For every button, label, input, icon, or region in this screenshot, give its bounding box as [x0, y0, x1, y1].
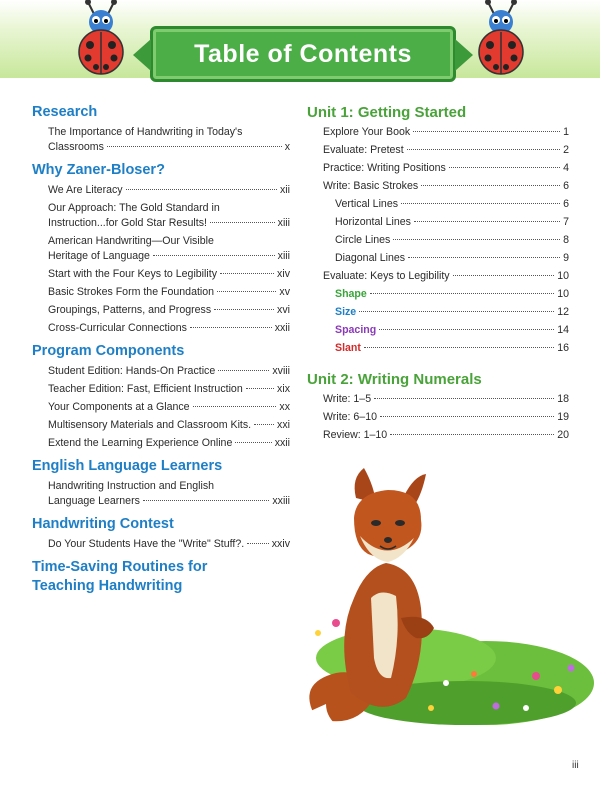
- dot-leader: [393, 239, 560, 240]
- dot-leader: [370, 293, 554, 294]
- toc-entry-label: Groupings, Patterns, and Progress: [48, 304, 212, 316]
- toc-entry-label: Size: [335, 306, 357, 318]
- toc-entry[interactable]: [32, 303, 290, 318]
- page-number: iii: [572, 760, 579, 771]
- toc-entry[interactable]: [307, 251, 569, 266]
- toc-section-unit1: [307, 103, 569, 356]
- toc-entry-page: 16: [557, 342, 569, 354]
- dot-leader: [421, 185, 560, 186]
- toc-entry[interactable]: [32, 479, 290, 509]
- toc-section-ell: [32, 457, 290, 509]
- dot-leader: [413, 131, 560, 132]
- toc-entry-label: We Are Literacy: [48, 184, 123, 196]
- dot-leader: [126, 189, 277, 190]
- toc-entry-label: Evaluate: Keys to Legibility: [323, 270, 450, 282]
- toc-entry-label: American Handwriting—Our Visible: [48, 235, 214, 247]
- dot-leader: [390, 434, 554, 435]
- dot-leader: [218, 370, 269, 371]
- dot-leader: [359, 311, 554, 312]
- toc-entry[interactable]: [307, 197, 569, 212]
- toc-entry-label: Your Components at a Glance: [48, 401, 190, 413]
- toc-entry-label: Basic Strokes Form the Foundation: [48, 286, 215, 298]
- toc-entry-page: 4: [563, 162, 569, 174]
- toc-entry[interactable]: [32, 537, 290, 552]
- toc-section-routines: [32, 558, 290, 596]
- toc-entry-page: xiv: [277, 268, 290, 280]
- dot-leader: [453, 275, 555, 276]
- dot-leader: [220, 273, 274, 274]
- dot-leader: [379, 329, 554, 330]
- toc-entry[interactable]: [32, 418, 290, 433]
- dot-leader: [374, 398, 554, 399]
- toc-entry-page: xiii: [277, 217, 290, 229]
- section-heading[interactable]: Time-Saving Routines for Teaching Handwriting: [32, 559, 208, 594]
- dot-leader: [107, 146, 282, 147]
- ladybug-icon: [68, 0, 134, 78]
- dot-leader: [401, 203, 560, 204]
- section-heading[interactable]: Unit 2: Writing Numerals: [307, 371, 482, 388]
- toc-entry[interactable]: [307, 179, 569, 194]
- toc-entry-page: 2: [563, 144, 569, 156]
- dot-leader: [414, 221, 560, 222]
- toc-entry-label: Student Edition: Hands-On Practice: [48, 365, 216, 377]
- toc-entry[interactable]: [307, 215, 569, 230]
- toc-entry[interactable]: [32, 364, 290, 379]
- dot-leader: [153, 255, 275, 256]
- toc-entry-label: Circle Lines: [335, 234, 391, 246]
- toc-entry[interactable]: [307, 323, 569, 338]
- toc-entry-page: xxii: [274, 437, 290, 449]
- toc-entry-label: Write: 1–5: [323, 393, 372, 405]
- toc-entry[interactable]: [32, 267, 290, 282]
- toc-left-column: [32, 103, 290, 602]
- toc-entry-label: Start with the Four Keys to Legibility: [48, 268, 217, 280]
- toc-entry[interactable]: [307, 161, 569, 176]
- dot-leader: [407, 149, 560, 150]
- toc-entry[interactable]: [307, 233, 569, 248]
- dot-leader: [380, 416, 554, 417]
- toc-entry-label: Handwriting Instruction and English: [48, 480, 215, 492]
- toc-entry-label: Spacing: [335, 324, 377, 336]
- toc-entry-label: Vertical Lines: [335, 198, 399, 210]
- toc-entry-label: The Importance of Handwriting in Today's: [48, 126, 243, 138]
- toc-entry-label: Teacher Edition: Fast, Efficient Instruction: [48, 383, 243, 395]
- toc-entry-page: xxii: [274, 322, 290, 334]
- toc-entry-label: Evaluate: Pretest: [323, 144, 404, 156]
- toc-section-contest: [32, 515, 290, 552]
- toc-entry-page: 20: [557, 429, 569, 441]
- toc-entry-page: 1: [563, 126, 569, 138]
- toc-entry-page: x: [284, 141, 290, 153]
- toc-entry[interactable]: [307, 125, 569, 140]
- toc-entry-label: Write: Basic Strokes: [323, 180, 419, 192]
- dot-leader: [217, 291, 276, 292]
- toc-entry[interactable]: [307, 410, 569, 425]
- ladybug-icon: [468, 0, 534, 78]
- toc-entry[interactable]: [32, 183, 290, 198]
- dot-leader: [449, 167, 560, 168]
- toc-section-program: [32, 342, 290, 451]
- toc-entry[interactable]: [307, 341, 569, 356]
- toc-entry[interactable]: [32, 285, 290, 300]
- toc-entry-page: xx: [279, 401, 290, 413]
- toc-entry[interactable]: [32, 382, 290, 397]
- dot-leader: [364, 347, 554, 348]
- toc-entry-page: 10: [557, 270, 569, 282]
- toc-entry[interactable]: [32, 436, 290, 451]
- dot-leader: [143, 500, 269, 501]
- toc-entry-page: xv: [279, 286, 290, 298]
- dot-leader: [235, 442, 271, 443]
- toc-entry-page: xix: [277, 383, 290, 395]
- dot-leader: [190, 327, 272, 328]
- toc-entry[interactable]: [32, 201, 290, 231]
- toc-entry[interactable]: [32, 125, 290, 155]
- toc-entry-page: 14: [557, 324, 569, 336]
- toc-section-why: [32, 161, 290, 336]
- toc-entry-page: 6: [563, 180, 569, 192]
- toc-entry-page: xii: [279, 184, 290, 196]
- toc-section-unit2: [307, 370, 569, 443]
- toc-entry-label: Multisensory Materials and Classroom Kits.: [48, 419, 252, 431]
- toc-entry-label: Horizontal Lines: [335, 216, 411, 228]
- toc-entry[interactable]: [32, 321, 290, 336]
- toc-entry-label: Classrooms: [48, 141, 104, 153]
- page-title: Table of Contents: [150, 26, 456, 82]
- toc-entry-label: Cross-Curricular Connections: [48, 322, 187, 334]
- dot-leader: [254, 424, 274, 425]
- toc-entry-label: Heritage of Language: [48, 250, 150, 262]
- toc-entry-label: Do Your Students Have the "Write" Stuff?.: [48, 538, 245, 550]
- toc-entry-page: 6: [563, 198, 569, 210]
- toc-entry-page: 19: [557, 411, 569, 423]
- toc-entry-page: 12: [557, 306, 569, 318]
- toc-entry-label: Review: 1–10: [323, 429, 388, 441]
- section-heading[interactable]: Program Components: [32, 343, 185, 359]
- section-heading[interactable]: English Language Learners: [32, 458, 223, 474]
- toc-entry[interactable]: [307, 143, 569, 158]
- toc-entry-label: Diagonal Lines: [335, 252, 406, 264]
- toc-right-column: [307, 103, 569, 457]
- toc-entry-label: Write: 6–10: [323, 411, 377, 423]
- toc-entry-page: 10: [557, 288, 569, 300]
- toc-entry[interactable]: [307, 269, 569, 284]
- toc-entry[interactable]: [307, 305, 569, 320]
- toc-entry-label: Practice: Writing Positions: [323, 162, 446, 174]
- toc-entry-page: xviii: [272, 365, 290, 377]
- toc-entry-label: Slant: [335, 342, 361, 354]
- toc-entry-page: xxiii: [272, 495, 290, 507]
- toc-entry-page: xiii: [277, 250, 290, 262]
- toc-entry-label: Language Learners: [48, 495, 140, 507]
- toc-entry[interactable]: [307, 392, 569, 407]
- toc-entry-page: 9: [563, 252, 569, 264]
- section-heading[interactable]: Handwriting Contest: [32, 516, 174, 532]
- dot-leader: [246, 388, 274, 389]
- dot-leader: [247, 543, 269, 544]
- toc-entry-label: Explore Your Book: [323, 126, 411, 138]
- toc-entry-label: Instruction...for Gold Star Results!: [48, 217, 207, 229]
- toc-entry-page: 8: [563, 234, 569, 246]
- fox-illustration: [296, 468, 596, 738]
- toc-entry-page: xvi: [277, 304, 290, 316]
- toc-entry-page: 7: [563, 216, 569, 228]
- section-heading[interactable]: Research: [32, 104, 98, 120]
- toc-entry-label: Shape: [335, 288, 367, 300]
- dot-leader: [210, 222, 275, 223]
- toc-entry[interactable]: [307, 287, 569, 302]
- toc-entry-page: xxi: [277, 419, 290, 431]
- toc-entry[interactable]: [307, 428, 569, 443]
- dot-leader: [214, 309, 274, 310]
- toc-entry[interactable]: [32, 234, 290, 264]
- toc-entry[interactable]: [32, 400, 290, 415]
- toc-entry-label: Extend the Learning Experience Online: [48, 437, 233, 449]
- toc-entry-label: Our Approach: The Gold Standard in: [48, 202, 220, 214]
- section-heading[interactable]: Why Zaner-Bloser?: [32, 162, 165, 178]
- toc-entry-page: xxiv: [271, 538, 290, 550]
- dot-leader: [408, 257, 560, 258]
- toc-entry-page: 18: [557, 393, 569, 405]
- dot-leader: [193, 406, 277, 407]
- toc-section-research: [32, 103, 290, 155]
- section-heading[interactable]: Unit 1: Getting Started: [307, 104, 467, 121]
